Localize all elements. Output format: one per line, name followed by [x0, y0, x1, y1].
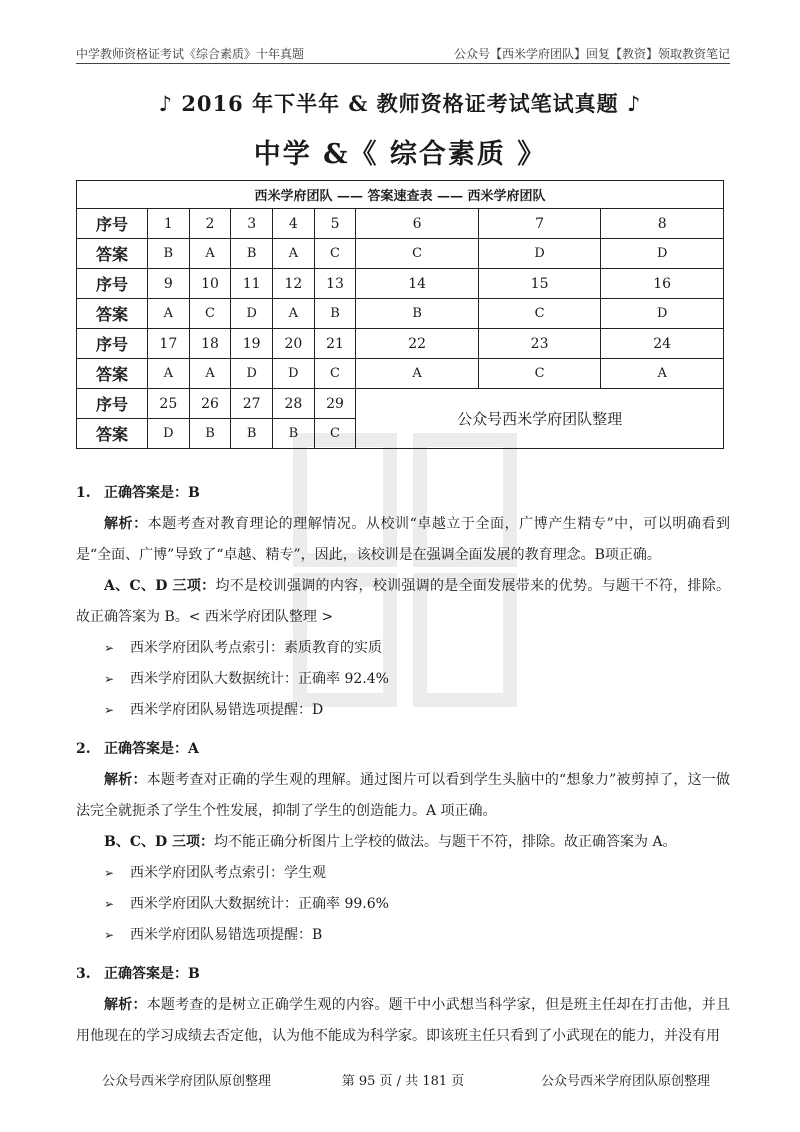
question-number-label: 1. — [76, 485, 91, 501]
question-number: 1 — [148, 209, 190, 239]
answer-cell: C — [189, 299, 231, 329]
bullet-text: 西米学府团队易错选项提醒：D — [130, 702, 324, 718]
question-number: 6 — [356, 209, 478, 239]
question-number: 19 — [231, 329, 273, 359]
options-paragraph — [76, 571, 730, 633]
arrow-bullet-icon: ➢ — [104, 897, 115, 911]
question-number: 4 — [273, 209, 315, 239]
table-row — [77, 359, 724, 389]
answer-cell: A — [189, 239, 231, 269]
list-item — [76, 633, 730, 664]
list-item — [76, 889, 730, 920]
answer-cell: D — [148, 419, 190, 449]
analysis-paragraph — [76, 509, 730, 571]
answer-cell: B — [231, 419, 273, 449]
question-heading — [76, 959, 730, 990]
answer-cell: D — [601, 299, 724, 329]
question-number: 12 — [273, 269, 315, 299]
analysis-paragraph — [76, 765, 730, 827]
bullet-text: 西米学府团队考点索引：学生观 — [130, 865, 326, 881]
list-item — [76, 920, 730, 951]
answer-cell: A — [273, 299, 315, 329]
correct-answer-line: 正确答案是：B — [104, 966, 200, 982]
question-number: 26 — [189, 389, 231, 419]
arrow-bullet-icon: ➢ — [104, 866, 115, 880]
question-number: 15 — [478, 269, 600, 299]
header-left-text: 中学教师资格证考试《综合素质》十年真题 — [76, 47, 305, 61]
table-row — [77, 329, 724, 359]
answer-cell: D — [231, 299, 273, 329]
answer-table — [76, 180, 724, 449]
answer-cell: B — [189, 419, 231, 449]
answer-cell: C — [314, 359, 356, 389]
correct-answer-line: 正确答案是：A — [104, 741, 199, 757]
options-label: B、C、D 三项： — [104, 834, 214, 850]
question-number: 3 — [231, 209, 273, 239]
footer-left-text: 公众号西米学府团队原创整理 — [102, 1074, 272, 1089]
analysis-text: 本题考查的是树立正确学生观的内容。题干中小武想当科学家，但是班主任却在打击他，并且用他现在的学习成绩去否定他，认为他不能成为科学家。即该班主任只看到了小武现在的能力，并没有用 — [76, 997, 731, 1044]
answer-cell: A — [189, 359, 231, 389]
bullet-text: 西米学府团队大数据统计：正确率 92.4% — [130, 671, 389, 687]
answer-cell: B — [356, 299, 478, 329]
table-row — [77, 239, 724, 269]
analysis-label: 解析： — [104, 772, 147, 788]
question-number: 22 — [356, 329, 478, 359]
question-number: 17 — [148, 329, 190, 359]
arrow-bullet-icon: ➢ — [104, 703, 115, 717]
question-number: 7 — [478, 209, 600, 239]
answer-cell: B — [314, 299, 356, 329]
ans-label: 答案 — [77, 299, 148, 329]
answer-cell: D — [601, 239, 724, 269]
question-number: 28 — [273, 389, 315, 419]
options-text: 均不是校训强调的内容，校训强调的是全面发展带来的优势。与题干不符，排除。故正确答案为 B。< 西米学府团队整理 > — [76, 578, 730, 625]
ans-label: 答案 — [77, 359, 148, 389]
options-text: 均不能正确分析图片上学校的做法。与题干不符，排除。故正确答案为 A。 — [214, 834, 677, 850]
question-number: 2 — [189, 209, 231, 239]
question-number-label: 2. — [76, 741, 91, 757]
bullet-text: 西米学府团队考点索引：素质教育的实质 — [130, 640, 382, 656]
ans-label: 答案 — [77, 419, 148, 449]
table-row — [77, 209, 724, 239]
bullet-text: 西米学府团队大数据统计：正确率 99.6% — [130, 896, 389, 912]
list-item — [76, 858, 730, 889]
question-number: 24 — [601, 329, 724, 359]
answer-cell: B — [273, 419, 315, 449]
answer-cell: B — [231, 239, 273, 269]
question-heading — [76, 478, 730, 509]
arrow-bullet-icon: ➢ — [104, 641, 115, 655]
answer-cell: A — [148, 299, 190, 329]
table-row — [77, 299, 724, 329]
question-number: 11 — [231, 269, 273, 299]
num-label: 序号 — [77, 209, 148, 239]
answer-cell: D — [478, 239, 600, 269]
answer-cell: C — [356, 239, 478, 269]
list-item — [76, 695, 730, 726]
answer-cell: C — [314, 419, 356, 449]
page-title-sub: 中学 &《 综合素质 》 — [253, 139, 547, 170]
answer-cell: A — [148, 359, 190, 389]
explanations — [76, 478, 730, 1052]
num-label: 序号 — [77, 329, 148, 359]
analysis-text: 本题考查对正确的学生观的理解。通过图片可以看到学生头脑中的“想象力”被剪掉了，这一做法完全就扼杀了学生个性发展，抑制了学生的创造能力。A 项正确。 — [76, 772, 731, 819]
options-label: A、C、D 三项： — [104, 578, 216, 594]
answer-cell: D — [231, 359, 273, 389]
answer-cell: A — [601, 359, 724, 389]
analysis-paragraph — [76, 990, 730, 1052]
answer-cell: A — [356, 359, 478, 389]
num-label: 序号 — [77, 269, 148, 299]
answer-cell: C — [478, 359, 600, 389]
question-number: 9 — [148, 269, 190, 299]
table-row — [77, 389, 724, 419]
question-number: 20 — [273, 329, 315, 359]
question-number: 18 — [189, 329, 231, 359]
answer-cell: C — [478, 299, 600, 329]
analysis-label: 解析： — [104, 516, 148, 532]
question-number: 23 — [478, 329, 600, 359]
analysis-label: 解析： — [104, 997, 147, 1013]
arrow-bullet-icon: ➢ — [104, 672, 115, 686]
question-number: 13 — [314, 269, 356, 299]
answer-cell: A — [273, 239, 315, 269]
ans-label: 答案 — [77, 239, 148, 269]
page-title-main: ♪ 2016 年下半年 & 教师资格证考试笔试真题 ♪ — [158, 91, 642, 116]
arrow-bullet-icon: ➢ — [104, 928, 115, 942]
question-number: 29 — [314, 389, 356, 419]
question-number-label: 3. — [76, 966, 91, 982]
question-number: 5 — [314, 209, 356, 239]
answer-cell: D — [273, 359, 315, 389]
page-number: 第 95 页 / 共 181 页 — [341, 1074, 465, 1089]
question-number: 8 — [601, 209, 724, 239]
question-number: 10 — [189, 269, 231, 299]
question-number: 27 — [231, 389, 273, 419]
footer-right-text: 公众号西米学府团队原创整理 — [540, 1074, 710, 1089]
question-heading — [76, 734, 730, 765]
table-note: 公众号西米学府团队整理 — [356, 389, 724, 449]
question-number: 16 — [601, 269, 724, 299]
answer-cell: C — [314, 239, 356, 269]
table-row — [77, 269, 724, 299]
analysis-text: 本题考查对教育理论的理解情况。从校训“卓越立于全面，广博产生精专”中，可以明确看到是“全面、广博”导致了“卓越、精专”，因此，该校训是在强调全面发展的教育理念。B项正确。 — [76, 516, 731, 563]
answer-table-heading: 西米学府团队 —— 答案速查表 —— 西米学府团队 — [77, 181, 724, 209]
question-number: 25 — [148, 389, 190, 419]
question-number: 21 — [314, 329, 356, 359]
bullet-text: 西米学府团队易错选项提醒：B — [130, 927, 323, 943]
list-item — [76, 664, 730, 695]
header-right-text: 公众号【西米学府团队】回复【教资】领取教资笔记 — [453, 47, 730, 61]
question-number: 14 — [356, 269, 478, 299]
correct-answer-line: 正确答案是：B — [104, 485, 200, 501]
page-header — [76, 41, 730, 64]
answer-cell: B — [148, 239, 190, 269]
options-paragraph — [76, 827, 730, 858]
num-label: 序号 — [77, 389, 148, 419]
